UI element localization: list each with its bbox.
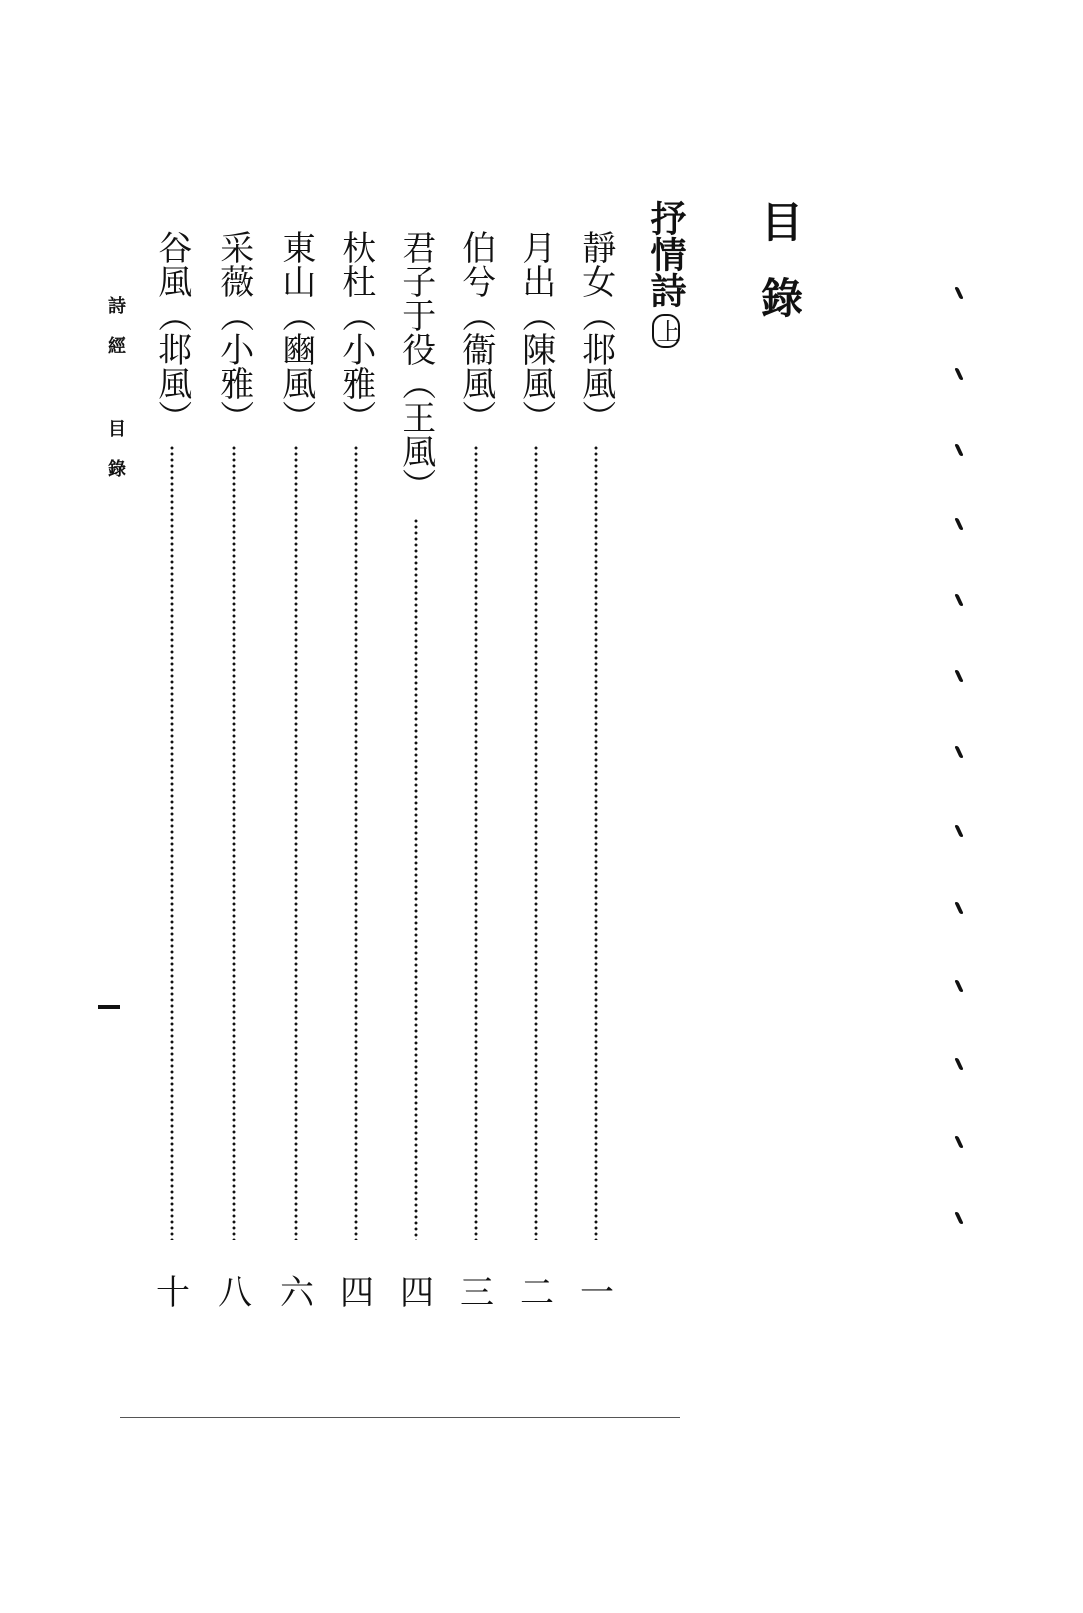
bottom-rule [120,1417,680,1418]
toc-entry-title: 君子于役（王風） [395,230,436,502]
toc-leader-dots [170,445,174,1240]
toc-entry-title: 杕杜（小雅） [335,230,376,434]
toc-entry[interactable] [395,230,437,1313]
section-label: 抒情詩 [645,200,687,308]
toc-leader-dots [474,445,478,1240]
page-title: 目錄 [755,200,804,352]
section-heading [645,200,687,348]
toc-entry-page: 六 [280,1273,314,1313]
toc-leader-dots [354,445,358,1240]
toc-entry-page: 二 [520,1273,554,1313]
toc-entry-title: 靜女（邶風） [575,230,616,434]
toc-leader-dots [294,445,298,1240]
toc-entry-page: 十 [156,1273,190,1313]
toc-entry[interactable] [575,230,617,1313]
toc-entry-page: 一 [580,1273,614,1313]
binding-mark [955,444,963,458]
toc-entry-page: 四 [400,1273,434,1313]
toc-entry[interactable] [213,230,255,1313]
toc-entry-page: 八 [218,1273,252,1313]
toc-entry-page: 三 [460,1273,494,1313]
toc-entry[interactable] [455,230,497,1313]
folio-number [98,1005,120,1009]
toc-entry[interactable] [151,230,193,1313]
toc-entry-page: 四 [340,1273,374,1313]
toc-entry-title: 東山（豳風） [275,230,316,434]
toc-leader-dots [232,445,236,1240]
binding-mark [955,980,963,994]
binding-mark [955,670,963,684]
binding-mark [955,825,963,839]
toc-entry-title: 采薇（小雅） [213,230,254,434]
binding-mark [955,368,963,382]
toc-entry[interactable] [335,230,377,1313]
binding-mark [955,746,963,760]
toc-leader-dots [414,518,418,1240]
toc-leader-dots [594,445,598,1240]
binding-mark [955,902,963,916]
binding-mark [955,287,963,301]
toc-leader-dots [534,445,538,1240]
toc-entry-title: 月出（陳風） [515,230,556,434]
binding-mark [955,1058,963,1072]
binding-mark [955,1212,963,1226]
binding-mark [955,594,963,608]
toc-entry-title: 伯兮（衞風） [455,230,496,434]
binding-mark [955,1136,963,1150]
section-sub: 上 [652,314,680,348]
toc-entry-title: 谷風（邶風） [151,230,192,434]
running-head: 詩經 目錄 [105,296,126,499]
toc-entry[interactable] [275,230,317,1313]
binding-mark [955,518,963,532]
toc-entry[interactable] [515,230,557,1313]
